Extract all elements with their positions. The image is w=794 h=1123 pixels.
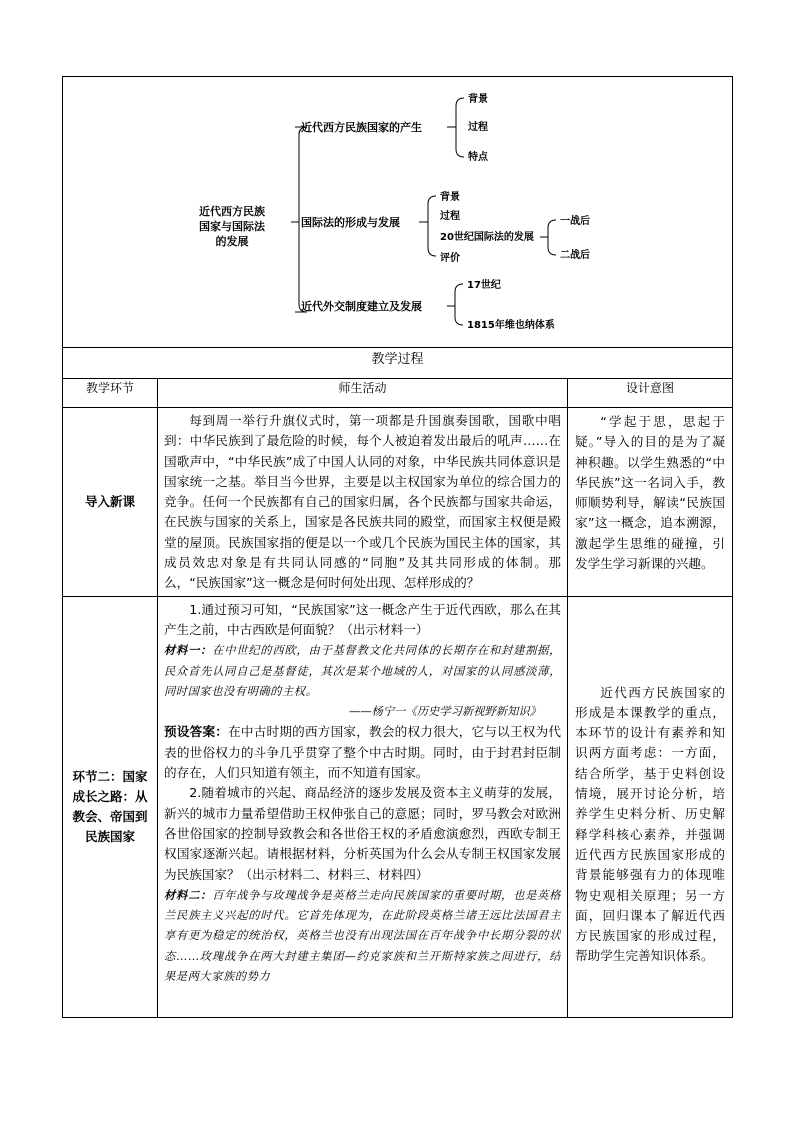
- answer-1: [164, 722, 561, 783]
- material-1-label: 材料一：: [164, 643, 213, 658]
- stage-two-line-4: 民族国家: [84, 828, 135, 844]
- answer-1-text: 在中古时期的西方国家，教会的权力很大，它与以王权为代表的世俗权力的斗争几乎贯穿了整个中古时期。同时，由于封君封臣制的存在，人们只知道有领主，而不知道有国家。: [164, 724, 561, 781]
- stage-intro: 导入新课: [63, 408, 158, 597]
- material-2-text: 百年战争与玫瑰战争是英格兰走向民族国家的重要时期，也是英格兰民族主义兴起的时代。它首先体现为，在此阶段英格兰诸王远比法国君主享有更为稳定的统治权，英格兰也没有出现法国在百年战争中长期分裂的状态……玫瑰战争在两大封建主集团—约克家族和兰开斯特家族之间进行，结果是两大家族的势力: [164, 888, 561, 984]
- header-intent: 设计意图: [568, 379, 733, 408]
- material-1: [164, 640, 561, 702]
- activity-intro-text: 每到周一举行升旗仪式时，第一项都是升国旗奏国歌，国歌中唱到：中华民族到了最危险的时候，每个人被迫着发出最后的吼声……在国歌声中，“中华民族”成了中国人认同的对象，中华民族共同体意识是国家统一之基。举目当今世界，主要是以主权国家为单位的综合国力的竞争。任何一个民族都有自己的国家归属，各个民族都与国家共命运，在民族与国家的关系上，国家是各民族共同的殿堂，而国家主权便是殿堂的屋顶。民族国家指的便是以一个或几个民族为国民主体的国家，其成员效忠对象是有共同认同感的“同胞”及其共同形成的体制。那么，“民族国家”这一概念是何时何处出现、怎样形成的？: [164, 413, 561, 591]
- intent-two-text: 近代西方民族国家的形成是本课教学的重点，本环节的设计有素养和知识两方面考虑：一方面，结合所学，基于史料创设情境，展开讨论分析，培养学生史料分析、历史解释学科核心素养，并强调近代西方民族国家形成的背景能够强有力的体现唯物史观相关原理；另一方面，回归课本了解近代西方民族国家的形成过程，帮助学生完善知识体系。: [575, 684, 726, 964]
- branch-1-child-3: 特点: [468, 152, 488, 163]
- section-title: 教学过程: [63, 348, 733, 379]
- branch-2-child-3: 20世纪国际法的发展: [440, 232, 534, 243]
- question-2: 2.随着城市的兴起、商品经济的逐步发展及资本主义萌芽的发展，新兴的城市力量希望借助王权伸张自己的意愿；同时，罗马教会对欧洲各世俗国家的控制导致教会和各世俗王权的矛盾愈演愈烈，西欧专制王权国家逐渐兴起。请根据材料，分析英国为什么会从专制王权国家发展为民族国家？（出示材料二、材料三、材料四）: [164, 785, 561, 882]
- header-stage: 教学环节: [63, 379, 158, 408]
- branch-1-label: 近代西方民族国家的产生: [301, 121, 422, 134]
- mindmap-diagram: [63, 77, 731, 347]
- mindmap-root-line-1: 近代西方民族: [199, 205, 265, 218]
- stage-two-line-1: 环节二：国家: [72, 768, 148, 784]
- stage-two: [63, 596, 158, 1017]
- branch-2-label: 国际法的形成与发展: [301, 216, 400, 229]
- branch-2-child-2: 过程: [440, 211, 460, 222]
- question-1: 1.通过预习可知，“民族国家”这一概念产生于近代西欧，那么在其产生之前，中古西欧是何面貌？（出示材料一）: [164, 601, 561, 637]
- branch-2-child-4: 评价: [440, 253, 460, 264]
- table-row: [63, 596, 733, 1017]
- mindmap-root-line-2: 国家与国际法: [199, 220, 265, 233]
- table-row: [63, 408, 733, 597]
- mindmap-root-line-3: 的发展: [215, 235, 249, 248]
- material-2: [164, 885, 561, 987]
- answer-1-label: 预设答案：: [164, 724, 229, 740]
- branch-3-child-1: 17世纪: [467, 280, 501, 291]
- branch-2-sub-2: 二战后: [560, 250, 590, 261]
- branch-3-bracket: [447, 284, 463, 325]
- mindmap-cell: [63, 77, 733, 348]
- branch-2-sub-1: 一战后: [560, 216, 590, 227]
- branch-2-sub-bracket: [540, 220, 556, 255]
- activity-two-content: [164, 600, 561, 1015]
- branch-2-bracket: [419, 196, 436, 256]
- branch-1-bracket: [447, 98, 464, 157]
- branch-2-child-1: 背景: [440, 192, 460, 203]
- lesson-table: [62, 76, 733, 1018]
- material-1-text: 在中世纪的西欧，由于基督教文化共同体的长期存在和封建割据，民众首先认同自己是基督徒，其次是某个地域的人，对国家的认同感淡薄，同时国家也没有明确的主权。: [164, 644, 561, 698]
- stage-two-line-2: 成长之路：从: [72, 788, 148, 804]
- material-2-label: 材料二：: [164, 887, 213, 902]
- header-activity: 师生活动: [158, 379, 568, 408]
- branch-3-label: 近代外交制度建立及发展: [301, 300, 422, 313]
- stage-two-line-3: 教会、帝国到: [72, 808, 148, 824]
- intent-intro-text: “学起于思，思起于疑。”导入的目的是为了凝神积趣。以学生熟悉的“中华民族”这一名词入手，教师顺势利导，解读“民族国家”这一概念，追本溯源，激起学生思维的碰撞，引发学生学习新课的兴趣。: [575, 414, 726, 572]
- material-1-source: ——杨宁一《历史学习新视野新知识》: [348, 705, 541, 719]
- branch-1-child-2: 过程: [468, 122, 488, 133]
- branch-1-child-1: 背景: [468, 94, 488, 105]
- document-page: [62, 76, 732, 1034]
- branch-3-child-2: 1815年维也纳体系: [467, 320, 555, 331]
